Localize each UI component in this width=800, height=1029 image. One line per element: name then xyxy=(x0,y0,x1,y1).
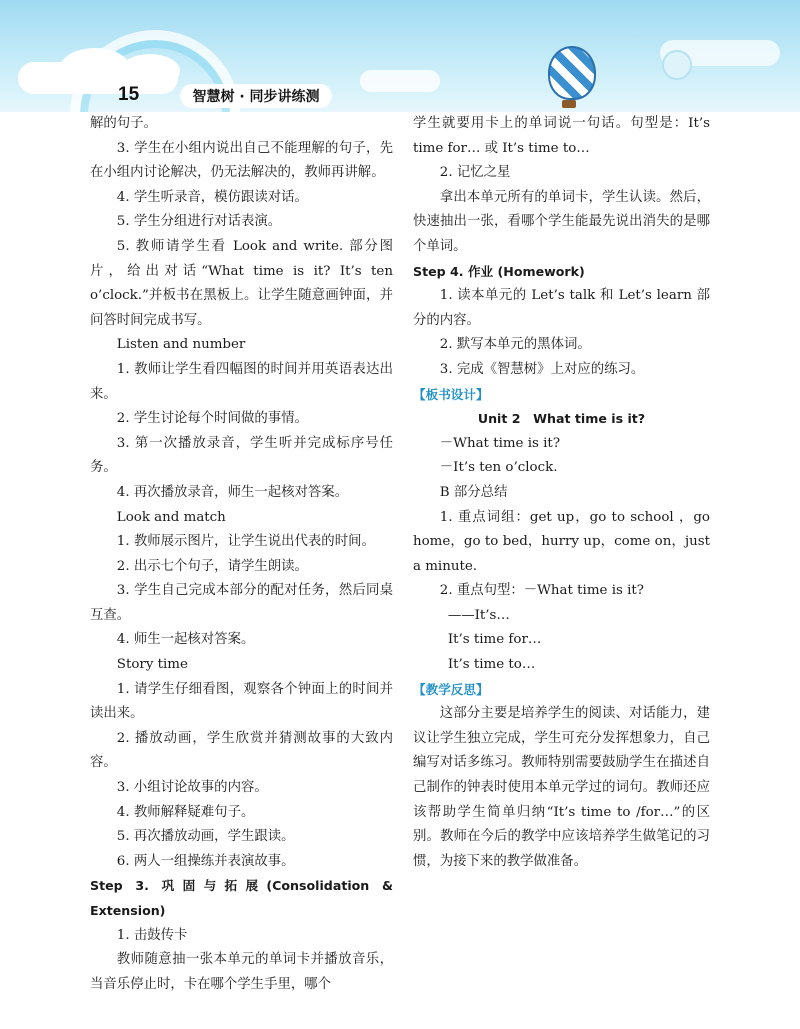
body-paragraph: 1. 教师让学生看四幅图的时间并用英语表达出来。 xyxy=(90,361,393,402)
body-paragraph: 5. 学生分组进行对话表演。 xyxy=(116,214,282,230)
body-paragraph: ——It’s… xyxy=(447,607,510,623)
step-heading: Step 3. 巩固与拓展(Consolidation & Extension) xyxy=(90,878,393,918)
body-paragraph: 2. 记忆之星 xyxy=(439,165,511,181)
body-paragraph: 学生就要用卡上的单词说一句话。句型是：It’s time for… 或 It’s time to… xyxy=(413,116,710,156)
body-paragraph: 1. 重点词组：get up，go to school ，go home，go to bed，hurry up，come on，just a minute. xyxy=(413,509,710,574)
hot-air-balloon-illustration xyxy=(548,46,596,100)
cloud-illustration xyxy=(360,70,440,92)
body-paragraph: Look and match xyxy=(116,509,226,525)
body-paragraph: 6. 两人一组操练并表演故事。 xyxy=(116,853,295,869)
body-paragraph: －What time is it? xyxy=(439,435,560,451)
body-paragraph: 1. 教师展示图片，让学生说出代表的时间。 xyxy=(116,534,375,550)
header-banner xyxy=(0,0,800,112)
cloud-illustration xyxy=(120,54,180,88)
body-paragraph: 4. 教师解释疑难句子。 xyxy=(116,804,255,820)
balloon-basket-illustration xyxy=(562,100,576,108)
left-column xyxy=(90,112,393,997)
body-paragraph: Listen and number xyxy=(116,337,246,353)
body-paragraph: 2. 重点句型：－What time is it? xyxy=(439,583,644,599)
body-paragraph: 教师随意抽一张本单元的单词卡并播放音乐，当音乐停止时，卡在哪个学生手里，哪个 xyxy=(90,952,393,992)
body-paragraph: 5. 再次播放动画，学生跟读。 xyxy=(116,829,295,845)
body-paragraph: 4. 师生一起核对答案。 xyxy=(116,632,255,648)
body-paragraph: 1. 请学生仔细看图，观察各个钟面上的时间并读出来。 xyxy=(90,681,393,722)
body-paragraph: 5. 教师请学生看 Look and write. 部分图片，给出对话“What time is it? It’s ten o’clock.”并板书在黑板上。让学生随意画钟面，并问答时间完成书写。 xyxy=(90,238,393,328)
body-paragraph: 2. 默写本单元的黑体词。 xyxy=(439,337,591,353)
section-heading: 【板书设计】 xyxy=(413,386,489,402)
body-paragraph: 2. 学生讨论每个时间做的事情。 xyxy=(116,411,308,427)
body-paragraph: 这部分主要是培养学生的阅读、对话能力，建议让学生独立完成，学生可充分发挥想象力，自己编写对话多练习。教师特别需要鼓励学生在描述自己制作的钟表时使用本单元学过的词句。教师还应该帮助学生简单归纳“It’s time to /for…”的区别。教师在今后的教学中应该培养学生做笔记的习惯，为接下来的教学做准备。 xyxy=(413,706,710,869)
body-paragraph: 3. 完成《智慧树》上对应的练习。 xyxy=(439,361,645,377)
series-title: 智慧树 · 同步讲练测 xyxy=(180,84,332,108)
sun-illustration xyxy=(662,50,692,80)
body-paragraph: 3. 学生自己完成本部分的配对任务，然后同桌互查。 xyxy=(90,583,393,623)
body-paragraph: 3. 学生在小组内说出自己不能理解的句子，先在小组内讨论解决，仍无法解决的，教师再讲解。 xyxy=(90,140,393,181)
body-paragraph: It’s time for… xyxy=(447,632,542,648)
body-paragraph: －It’s ten o’clock. xyxy=(439,460,558,476)
body-paragraph: 解的句子。 xyxy=(90,116,157,131)
body-paragraph: B 部分总结 xyxy=(439,484,508,500)
body-paragraph: 1. 读本单元的 Let’s talk 和 Let’s learn 部分的内容。 xyxy=(413,288,710,328)
body-paragraph: 4. 学生听录音，模仿跟读对话。 xyxy=(116,189,308,205)
body-paragraph: 2. 出示七个句子，请学生朗读。 xyxy=(116,558,308,574)
body-paragraph: 4. 再次播放录音，师生一起核对答案。 xyxy=(116,484,349,500)
body-paragraph: 1. 击鼓传卡 xyxy=(116,927,188,943)
section-heading: 【教学反思】 xyxy=(413,681,489,697)
body-paragraph: Story time xyxy=(116,657,188,673)
right-column xyxy=(413,112,710,874)
body-paragraph: 拿出本单元所有的单词卡，学生认读。然后，快速抽出一张，看哪个学生能最先说出消失的是哪个单词。 xyxy=(413,189,710,254)
body-paragraph: It’s time to… xyxy=(447,657,536,673)
body-paragraph: 2. 播放动画，学生欣赏并猜测故事的大致内容。 xyxy=(90,730,393,771)
body-paragraph: 3. 小组讨论故事的内容。 xyxy=(116,780,268,796)
page-number: 15 xyxy=(118,84,140,105)
board-unit-title: Unit 2 What time is it? xyxy=(477,411,646,427)
step-heading: Step 4. 作业 (Homework) xyxy=(413,263,585,279)
body-paragraph: 3. 第一次播放录音，学生听并完成标序号任务。 xyxy=(90,435,393,476)
